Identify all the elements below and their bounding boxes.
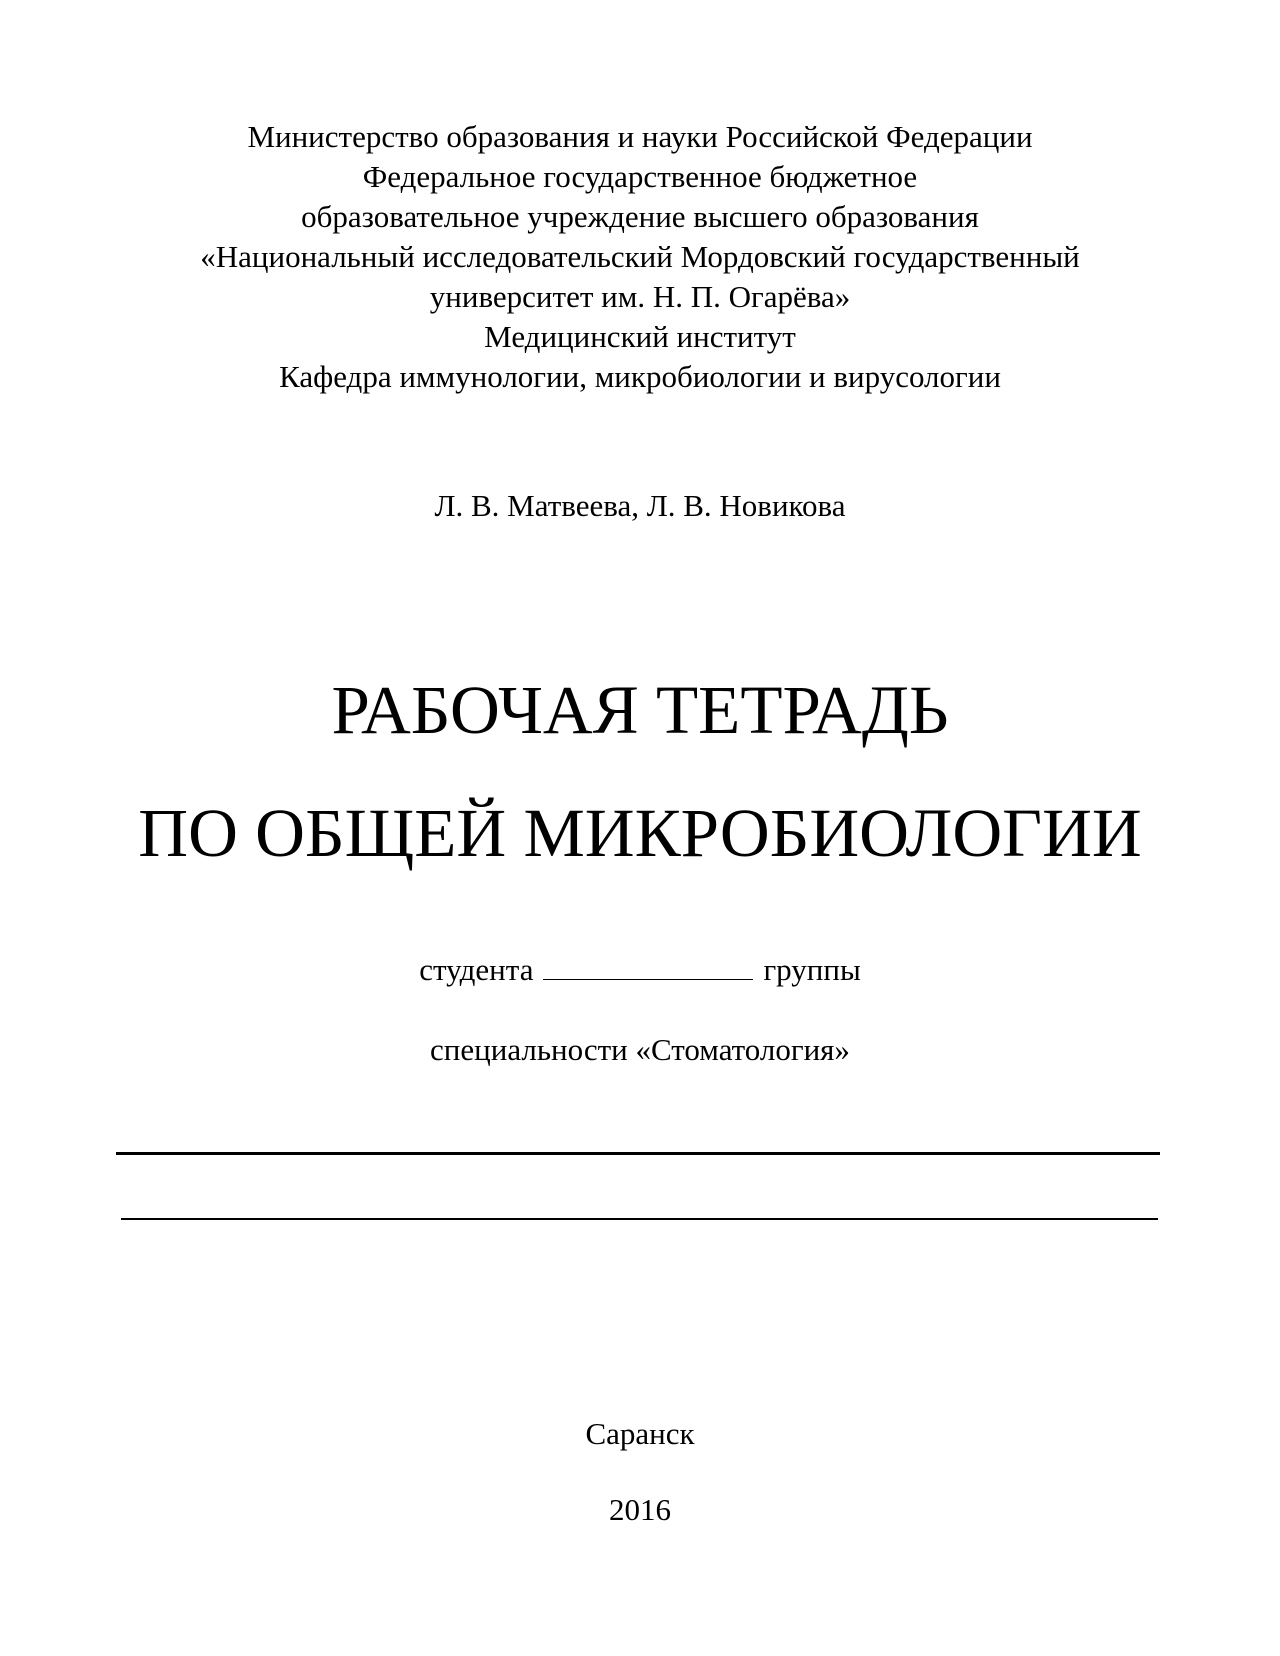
year: 2016 (609, 1492, 671, 1527)
group-label: группы (763, 952, 861, 987)
university-name-line-2: университет им. Н. П. Огарёва» (429, 279, 851, 314)
name-blank-line-thick[interactable] (116, 1152, 1160, 1155)
institution-type-line: Федеральное государственное бюджетное (362, 159, 918, 194)
student-group-line (0, 950, 1280, 990)
authors: Л. В. Матвеева, Л. В. Новикова (434, 488, 846, 523)
department-line: Кафедра иммунологии, микробиологии и вирусологии (279, 359, 1001, 394)
document-title-line-2: ПО ОБЩЕЙ МИКРОБИОЛОГИИ (138, 795, 1142, 871)
document-title-line-1: РАБОЧАЯ ТЕТРАДЬ (331, 672, 949, 748)
university-name-line: «Национальный исследовательский Мордовский государственный (200, 239, 1080, 274)
name-blank-line-thin[interactable] (121, 1218, 1158, 1220)
group-blank-field[interactable] (543, 953, 753, 980)
institute-line: Медицинский институт (484, 319, 796, 354)
city: Саранск (585, 1416, 695, 1451)
student-label: студента (419, 952, 534, 987)
institution-type-line-2: образовательное учреждение высшего образования (301, 199, 979, 234)
institution-header (0, 117, 1280, 397)
ministry-line: Министерство образования и науки Российской Федерации (247, 119, 1033, 154)
specialty-line: специальности «Стоматология» (430, 1032, 850, 1067)
